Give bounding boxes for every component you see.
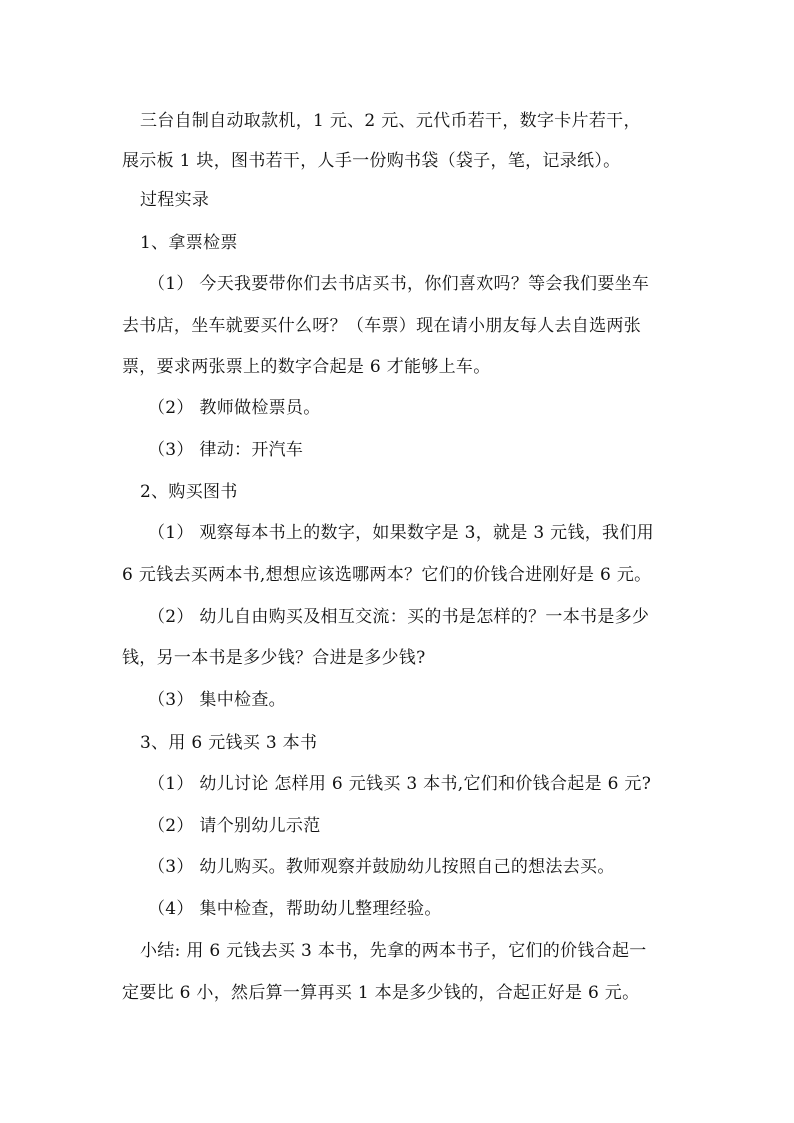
section-3-item-3: （3） 幼儿购买。教师观察并鼓励幼儿按照自己的想法去买。 — [148, 857, 615, 877]
section-1-item-2: （2） 教师做检票员。 — [148, 398, 321, 418]
summary-line-2: 定要比 6 小，然后算一算再买 1 本是多少钱的，合起正好是 6 元。 — [122, 983, 640, 1003]
section-3-item-1: （1） 幼儿讨论 怎样用 6 元钱买 3 本书,它们和价钱合起是 6 元? — [148, 774, 652, 794]
section-1-item-1-line-1: （1） 今天我要带你们去书店买书，你们喜欢吗？等会我们要坐车 — [148, 274, 650, 294]
materials-line-2: 展示板 1 块，图书若干，人手一份购书袋（袋子，笔，记录纸）。 — [122, 151, 621, 171]
section-2-item-2-line-1: （2） 幼儿自由购买及相互交流：买的书是怎样的？一本书是多少 — [148, 607, 650, 627]
materials-line-1: 三台自制自动取款机，1 元、2 元、元代币若干，数字卡片若干， — [140, 111, 641, 131]
section-2-item-3: （3） 集中检查。 — [148, 690, 286, 710]
section-2-item-2-line-2: 钱，另一本书是多少钱？合进是多少钱? — [122, 648, 426, 668]
section-3-item-2: （2） 请个别幼儿示范 — [148, 816, 321, 836]
section-2-item-1-line-2: 6 元钱去买两本书,想想应该选哪两本？它们的价钱合进刚好是 6 元。 — [122, 565, 652, 585]
section-1-title: 1、拿票检票 — [140, 233, 238, 253]
section-2-item-1-line-1: （1） 观察每本书上的数字，如果数字是 3，就是 3 元钱，我们用 — [148, 523, 654, 543]
section-3-item-4: （4） 集中检查，帮助幼儿整理经验。 — [148, 899, 442, 919]
section-3-title: 3、用 6 元钱买 3 本书 — [140, 733, 318, 753]
process-heading: 过程实录 — [140, 190, 210, 210]
section-1-item-1-line-3: 票，要求两张票上的数字合起是 6 才能够上车。 — [122, 357, 491, 377]
summary-line-1: 小结: 用 6 元钱去买 3 本书，先拿的两本书子，它们的价钱合起一 — [140, 941, 647, 961]
section-2-title: 2、购买图书 — [140, 482, 238, 502]
section-1-item-3: （3） 律动：开汽车 — [148, 440, 304, 460]
section-1-item-1-line-2: 去书店，坐车就要买什么呀？（车票）现在请小朋友每人去自选两张 — [122, 316, 641, 336]
